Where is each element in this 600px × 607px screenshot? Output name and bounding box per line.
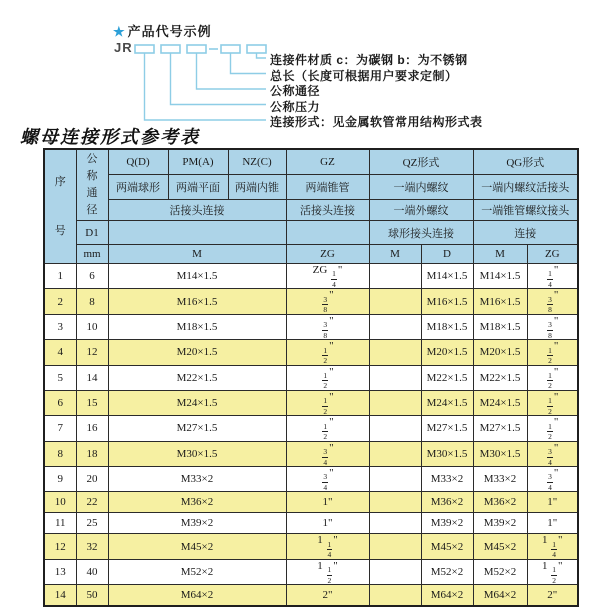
serial-cell: 6: [44, 390, 76, 415]
header-conn-qz: 一端外螺纹: [369, 200, 473, 221]
m-value-cell: M33×2: [108, 467, 286, 492]
qg-m-cell: M14×1.5: [473, 264, 527, 289]
qg-zg-cell: $\frac{1}{2}$ ": [527, 365, 578, 390]
table-title: 螺母连接形式参考表: [20, 127, 200, 147]
header-ends-qd: 两端球形: [108, 175, 168, 200]
qg-zg-cell: 2": [527, 585, 578, 607]
header-d1: D1: [76, 221, 108, 245]
qz-m-cell: [369, 314, 421, 339]
qz-m-cell: [369, 340, 421, 365]
qg-m-cell: M36×2: [473, 492, 527, 513]
label-connection-form: 连接形式：见金属软管常用结构形式表: [270, 115, 483, 129]
dn-cell: 15: [76, 390, 108, 415]
gz-value-cell: 1 $\frac{1}{4}$ ": [286, 534, 369, 559]
nut-connection-table: [43, 148, 579, 607]
nut-table-body: [44, 264, 578, 607]
header-form-gz: GZ: [286, 149, 369, 175]
gz-value-cell: $\frac{1}{2}$ ": [286, 365, 369, 390]
qz-m-cell: [369, 513, 421, 534]
qg-zg-cell: $\frac{1}{2}$ ": [527, 416, 578, 441]
header-ball-joint-conn: 球形接头连接: [369, 221, 473, 245]
qg-m-cell: M64×2: [473, 585, 527, 607]
header-form-qd: Q(D): [108, 149, 168, 175]
qz-m-cell: [369, 390, 421, 415]
m-value-cell: M39×2: [108, 513, 286, 534]
gz-value-cell: $\frac{1}{2}$ ": [286, 340, 369, 365]
table-row: [44, 513, 578, 534]
qg-m-cell: M20×1.5: [473, 340, 527, 365]
qg-m-cell: M39×2: [473, 513, 527, 534]
serial-cell: 12: [44, 534, 76, 559]
dn-cell: 20: [76, 467, 108, 492]
table-row: [44, 441, 578, 466]
gz-value-cell: $\frac{3}{4}$ ": [286, 467, 369, 492]
gz-value-cell: 1 $\frac{1}{2}$ ": [286, 559, 369, 584]
qg-zg-cell: $\frac{3}{4}$ ": [527, 467, 578, 492]
header-unit-qz-m: M: [369, 245, 421, 264]
m-value-cell: M24×1.5: [108, 390, 286, 415]
serial-cell: 10: [44, 492, 76, 513]
header-blank-left: [108, 221, 286, 245]
qg-zg-cell: 1": [527, 513, 578, 534]
dn-cell: 16: [76, 416, 108, 441]
qz-d-cell: M36×2: [421, 492, 473, 513]
header-ends-gz: 两端锥管: [286, 175, 369, 200]
m-value-cell: M18×1.5: [108, 314, 286, 339]
header-conn-qg: 一端锥管螺纹接头: [473, 200, 578, 221]
gz-value-cell: 1": [286, 492, 369, 513]
qz-d-cell: M33×2: [421, 467, 473, 492]
header-nominal-diameter: 公称通径: [76, 149, 108, 221]
header-ends-qz: 一端内螺纹: [369, 175, 473, 200]
table-row: [44, 314, 578, 339]
diagram-title-text: 产品代号示例: [127, 24, 212, 39]
table-row: [44, 264, 578, 289]
qg-m-cell: M22×1.5: [473, 365, 527, 390]
qz-d-cell: M14×1.5: [421, 264, 473, 289]
serial-cell: 9: [44, 467, 76, 492]
serial-cell: 14: [44, 585, 76, 607]
qg-m-cell: M30×1.5: [473, 441, 527, 466]
qz-m-cell: [369, 416, 421, 441]
header-form-pma: PM(A): [168, 149, 228, 175]
qz-m-cell: [369, 289, 421, 314]
dn-cell: 8: [76, 289, 108, 314]
table-row: [44, 467, 578, 492]
dn-cell: 10: [76, 314, 108, 339]
qz-d-cell: M45×2: [421, 534, 473, 559]
header-unit-qg-zg: ZG: [527, 245, 578, 264]
header-form-nzc: NZ(C): [228, 149, 286, 175]
serial-cell: 11: [44, 513, 76, 534]
qz-m-cell: [369, 467, 421, 492]
label-nominal-diameter: 公称通径: [270, 84, 321, 98]
m-value-cell: M30×1.5: [108, 441, 286, 466]
qg-m-cell: M52×2: [473, 559, 527, 584]
qz-d-cell: M27×1.5: [421, 416, 473, 441]
m-value-cell: M14×1.5: [108, 264, 286, 289]
diagram-title: [113, 21, 212, 40]
qg-zg-cell: $\frac{3}{4}$ ": [527, 441, 578, 466]
serial-cell: 13: [44, 559, 76, 584]
qz-m-cell: [369, 492, 421, 513]
header-form-qz: QZ形式: [369, 149, 473, 175]
header-mm: mm: [76, 245, 108, 264]
qg-m-cell: M18×1.5: [473, 314, 527, 339]
qg-zg-cell: $\frac{1}{2}$ ": [527, 390, 578, 415]
qz-m-cell: [369, 534, 421, 559]
serial-cell: 5: [44, 365, 76, 390]
table-row: [44, 365, 578, 390]
qg-m-cell: M45×2: [473, 534, 527, 559]
gz-value-cell: $\frac{3}{8}$ ": [286, 314, 369, 339]
code-boxes: [135, 45, 266, 53]
gz-value-cell: 2": [286, 585, 369, 607]
qz-d-cell: M16×1.5: [421, 289, 473, 314]
header-conn: 连接: [473, 221, 578, 245]
dn-cell: 40: [76, 559, 108, 584]
m-value-cell: M27×1.5: [108, 416, 286, 441]
table-row: [44, 289, 578, 314]
qg-m-cell: M33×2: [473, 467, 527, 492]
dn-cell: 6: [76, 264, 108, 289]
table-row: [44, 416, 578, 441]
serial-cell: 8: [44, 441, 76, 466]
header-conn-union: 活接头连接: [108, 200, 286, 221]
label-connector-material: 连接件材质 c：为碳钢 b：为不锈钢: [270, 53, 468, 67]
dn-cell: 18: [76, 441, 108, 466]
qz-d-cell: M52×2: [421, 559, 473, 584]
qg-zg-cell: 1 $\frac{1}{2}$ ": [527, 559, 578, 584]
dn-cell: 14: [76, 365, 108, 390]
qz-m-cell: [369, 585, 421, 607]
gz-value-cell: 1": [286, 513, 369, 534]
qg-zg-cell: $\frac{1}{2}$ ": [527, 340, 578, 365]
table-row: [44, 492, 578, 513]
label-nominal-pressure: 公称压力: [270, 99, 321, 114]
serial-cell: 3: [44, 314, 76, 339]
gz-value-cell: $\frac{3}{8}$ ": [286, 289, 369, 314]
serial-cell: 7: [44, 416, 76, 441]
header-unit-zg: ZG: [286, 245, 369, 264]
serial-cell: 2: [44, 289, 76, 314]
qz-m-cell: [369, 441, 421, 466]
table-row: [44, 559, 578, 584]
dn-cell: 32: [76, 534, 108, 559]
qz-d-cell: M18×1.5: [421, 314, 473, 339]
qz-m-cell: [369, 264, 421, 289]
serial-cell: 4: [44, 340, 76, 365]
qg-zg-cell: $\frac{1}{4}$ ": [527, 264, 578, 289]
header-conn-gz: 活接头连接: [286, 200, 369, 221]
table-row: [44, 340, 578, 365]
table-row: [44, 390, 578, 415]
header-unit-qg-m: M: [473, 245, 527, 264]
header-unit-m: M: [108, 245, 286, 264]
gz-value-cell: $\frac{3}{4}$ ": [286, 441, 369, 466]
m-value-cell: M16×1.5: [108, 289, 286, 314]
qg-m-cell: M27×1.5: [473, 416, 527, 441]
header-ends-pma: 两端平面: [168, 175, 228, 200]
header-form-qg: QG形式: [473, 149, 578, 175]
star-icon: ★: [113, 24, 126, 39]
qg-zg-cell: $\frac{3}{8}$ ": [527, 314, 578, 339]
m-value-cell: M45×2: [108, 534, 286, 559]
header-unit-qz-d: D: [421, 245, 473, 264]
m-value-cell: M22×1.5: [108, 365, 286, 390]
gz-value-cell: ZG $\frac{1}{4}$ ": [286, 264, 369, 289]
m-value-cell: M52×2: [108, 559, 286, 584]
dn-cell: 50: [76, 585, 108, 607]
qg-m-cell: M16×1.5: [473, 289, 527, 314]
dn-cell: 22: [76, 492, 108, 513]
leader-lines: [145, 53, 267, 120]
qz-d-cell: M20×1.5: [421, 340, 473, 365]
table-row: [44, 585, 578, 607]
table-header: [44, 149, 578, 264]
qz-m-cell: [369, 559, 421, 584]
dn-cell: 12: [76, 340, 108, 365]
m-value-cell: M20×1.5: [108, 340, 286, 365]
m-value-cell: M36×2: [108, 492, 286, 513]
header-ends-nzc: 两端内锥: [228, 175, 286, 200]
header-ends-qg: 一端内螺纹活接头: [473, 175, 578, 200]
header-serial: 序号: [44, 149, 76, 264]
product-code-prefix: JR: [114, 40, 133, 55]
header-blank-gz: [286, 221, 369, 245]
m-value-cell: M64×2: [108, 585, 286, 607]
table-row: [44, 534, 578, 559]
qz-d-cell: M24×1.5: [421, 390, 473, 415]
qz-d-cell: M22×1.5: [421, 365, 473, 390]
label-total-length: 总长（长度可根据用户要求定制）: [270, 68, 458, 83]
qz-d-cell: M39×2: [421, 513, 473, 534]
qz-d-cell: M64×2: [421, 585, 473, 607]
serial-cell: 1: [44, 264, 76, 289]
qz-m-cell: [369, 365, 421, 390]
qg-zg-cell: $\frac{3}{8}$ ": [527, 289, 578, 314]
qg-zg-cell: 1": [527, 492, 578, 513]
dn-cell: 25: [76, 513, 108, 534]
qz-d-cell: M30×1.5: [421, 441, 473, 466]
qg-zg-cell: 1 $\frac{1}{4}$ ": [527, 534, 578, 559]
gz-value-cell: $\frac{1}{2}$ ": [286, 416, 369, 441]
qg-m-cell: M24×1.5: [473, 390, 527, 415]
gz-value-cell: $\frac{1}{2}$ ": [286, 390, 369, 415]
